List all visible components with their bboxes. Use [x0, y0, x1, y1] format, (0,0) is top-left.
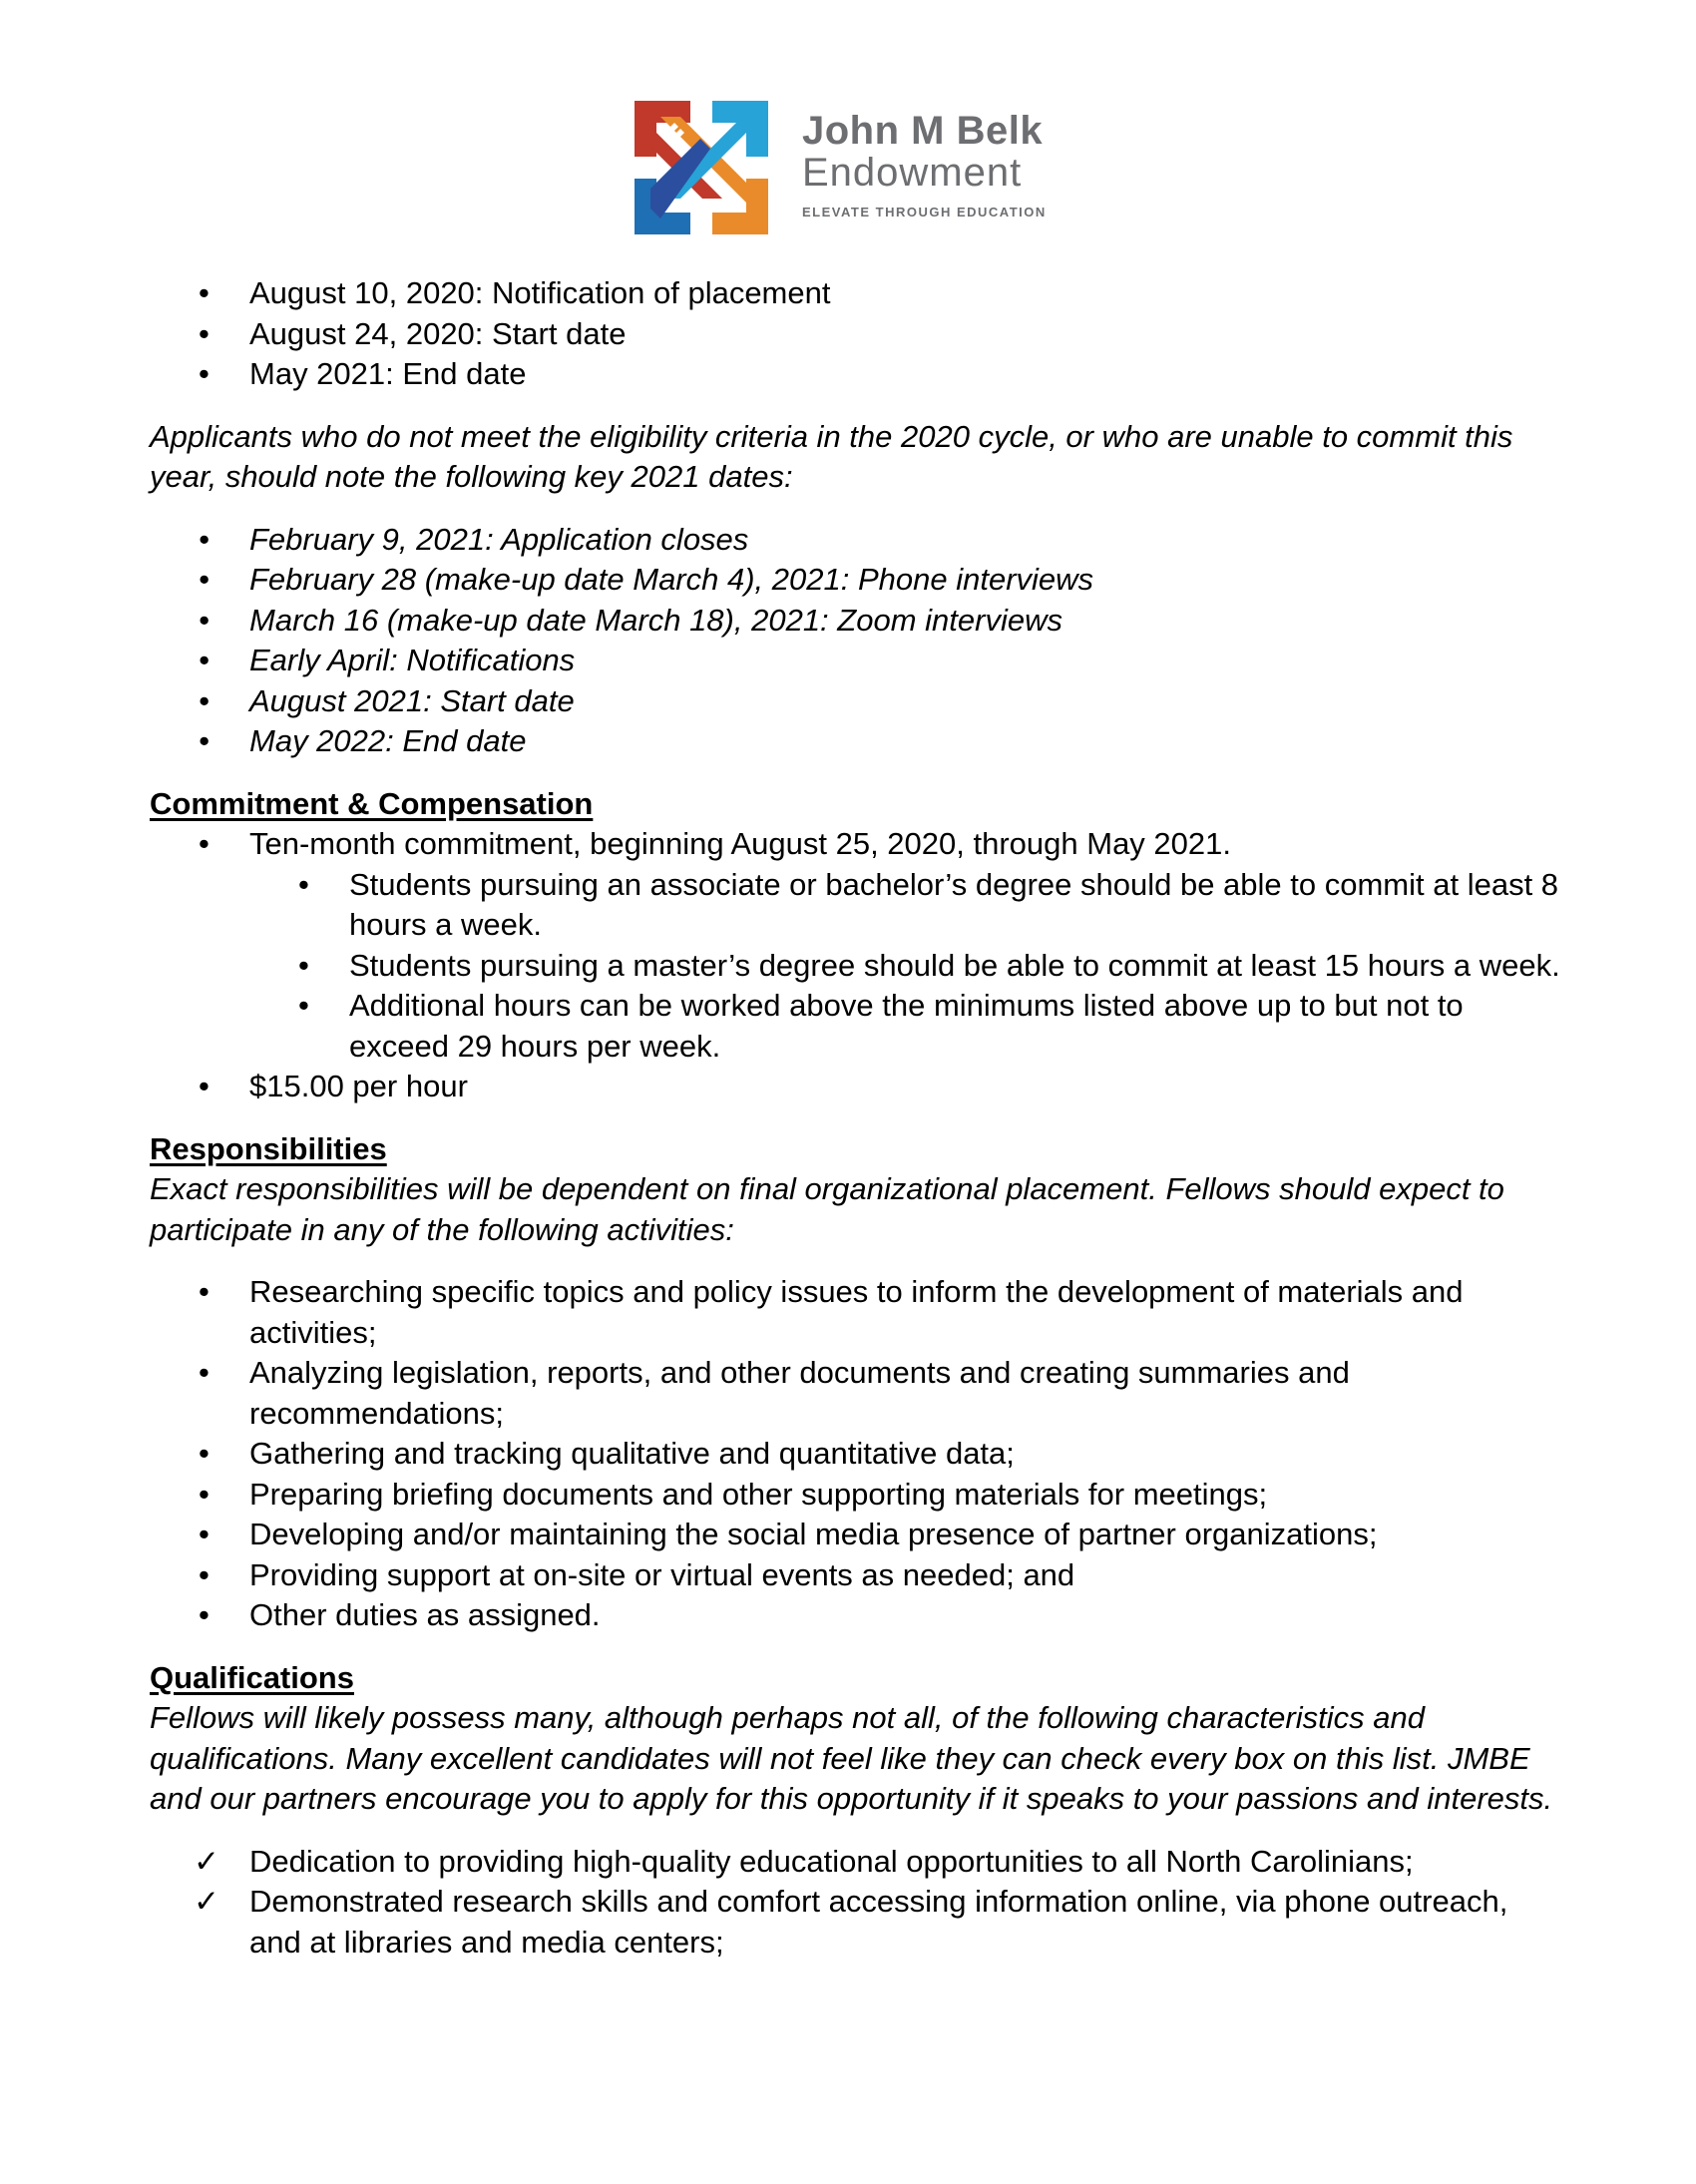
logo-name: John M Belk — [802, 109, 1044, 153]
commitment-list — [150, 824, 1566, 865]
checkmark-icon: ✓ — [194, 1843, 219, 1879]
commitment-heading: Commitment & Compensation — [150, 785, 594, 821]
bullet-icon: • — [298, 947, 309, 983]
bullet-icon: • — [199, 521, 210, 557]
endowment-logo — [631, 97, 1069, 238]
list-item: • Developing and/or maintaining the social media presence of partner organizations; — [150, 1515, 1566, 1555]
bullet-icon: • — [199, 1556, 210, 1592]
logo-tagline: ELEVATE THROUGH EDUCATION — [802, 205, 1047, 219]
bullet-icon: • — [199, 562, 210, 597]
bullet-icon: • — [199, 1597, 210, 1632]
list-item: • March 16 (make-up date March 18), 2021: Zoom interviews — [150, 601, 1566, 642]
bullet-icon: • — [199, 1274, 210, 1309]
bullet-icon: • — [199, 275, 210, 310]
list-item: • Early April: Notifications — [150, 641, 1566, 681]
commitment-list-2 — [150, 1067, 1566, 1107]
list-item: • May 2022: End date — [150, 721, 1566, 762]
bullet-icon: • — [199, 1517, 210, 1551]
logo-wordmark — [802, 109, 1047, 219]
list-item: • May 2021: End date — [150, 354, 1566, 395]
bullet-icon: • — [199, 1436, 210, 1471]
list-item: • August 24, 2020: Start date — [150, 314, 1566, 355]
list-item: • Students pursuing an associate or bachelor’s degree should be able to commit at least 8 hours a week. — [298, 866, 1559, 942]
commitment-sub-list — [150, 865, 1566, 1068]
note-2021: Applicants who do not meet the eligibility criteria in the 2020 cycle, or who are unable to commit this year, should note the following key 2021 dates: — [150, 418, 1513, 494]
checkmark-icon: ✓ — [194, 1884, 219, 1919]
dates-2020-list — [150, 273, 1566, 395]
list-item: • Analyzing legislation, reports, and other documents and creating summaries and recommendations; — [199, 1355, 1350, 1431]
bullet-icon: • — [199, 826, 210, 861]
qualifications-heading: Qualifications — [150, 1659, 354, 1695]
endowment-logo-icon — [631, 97, 772, 238]
bullet-icon: • — [199, 356, 210, 391]
logo-subname: Endowment — [802, 151, 1023, 195]
list-item: • $15.00 per hour — [150, 1067, 1566, 1107]
responsibilities-heading: Responsibilities — [150, 1130, 387, 1166]
list-item: • Researching specific topics and policy issues to inform the development of materials and activities; — [199, 1274, 1464, 1350]
bullet-icon: • — [199, 643, 210, 677]
document-body — [150, 273, 1566, 1963]
list-item: • Students pursuing a master’s degree should be able to commit at least 15 hours a week. — [150, 946, 1566, 987]
list-item: • Ten-month commitment, beginning August 25, 2020, through May 2021. — [150, 824, 1566, 865]
list-item: ✓ Demonstrated research skills and comfort accessing information online, via phone outreach, and at libraries and media centers; — [194, 1884, 1508, 1960]
bullet-icon: • — [298, 988, 309, 1023]
qualifications-intro: Fellows will likely possess many, although perhaps not all, of the following characteristics and qualifications. Many excellent candidates will not feel like they can check every box on this list. JMBE and our partners encourage you to apply for this opportunity if it speaks to your passions and interests. — [150, 1700, 1553, 1816]
list-item: • Providing support at on-site or virtual events as needed; and — [150, 1555, 1566, 1596]
list-item: • Additional hours can be worked above the minimums listed above up to but not to exceed 29 hours per week. — [298, 988, 1464, 1064]
list-item: • Gathering and tracking qualitative and quantitative data; — [150, 1434, 1566, 1475]
bullet-icon: • — [199, 602, 210, 638]
bullet-icon: • — [298, 866, 309, 902]
bullet-icon: • — [199, 723, 210, 758]
list-item: • Other duties as assigned. — [150, 1595, 1566, 1636]
list-item: ✓ Dedication to providing high-quality educational opportunities to all North Carolinians; — [150, 1842, 1566, 1883]
qualifications-list — [150, 1842, 1566, 1964]
list-item: • August 10, 2020: Notification of placement — [150, 273, 1566, 314]
list-item: • Preparing briefing documents and other supporting materials for meetings; — [150, 1475, 1566, 1516]
list-item: • February 28 (make-up date March 4), 2021: Phone interviews — [150, 560, 1566, 601]
list-item: • February 9, 2021: Application closes — [150, 520, 1566, 561]
dates-2021-list — [150, 520, 1566, 762]
responsibilities-list — [150, 1272, 1566, 1636]
bullet-icon: • — [199, 682, 210, 718]
list-item: • August 2021: Start date — [150, 681, 1566, 722]
bullet-icon: • — [199, 1069, 210, 1103]
bullet-icon: • — [199, 1355, 210, 1390]
bullet-icon: • — [199, 315, 210, 351]
bullet-icon: • — [199, 1476, 210, 1512]
responsibilities-intro: Exact responsibilities will be dependent on final organizational placement. Fellows should expect to participate in any of the following activities: — [150, 1171, 1504, 1247]
